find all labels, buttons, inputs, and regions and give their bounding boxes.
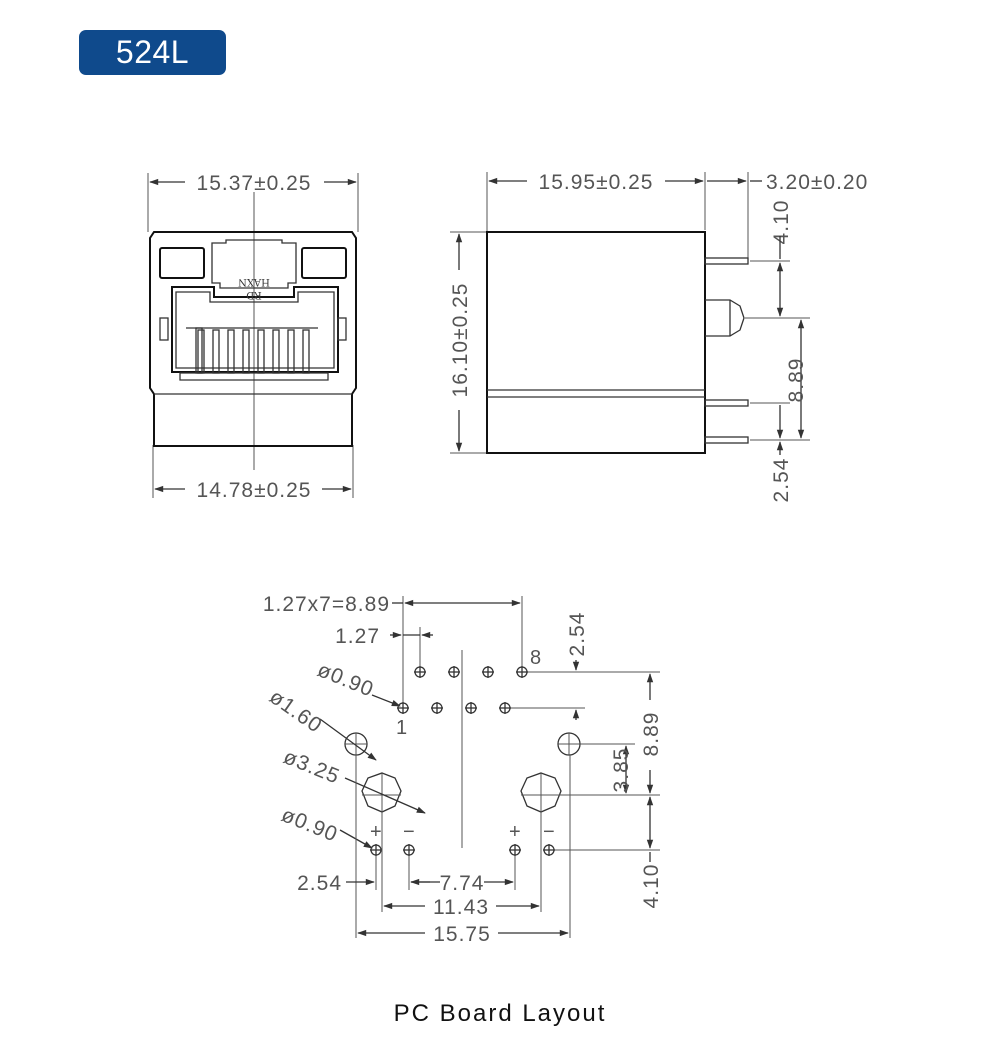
- jack-contact: [198, 330, 204, 373]
- pin-pitch-label: 1.27: [335, 625, 380, 648]
- led-pin-plus-left: +: [370, 821, 383, 843]
- pin-8-label: 8: [530, 647, 543, 669]
- side-upper-pin-label: 4.10: [770, 199, 793, 245]
- vertical-span-label: 8.89: [640, 711, 663, 757]
- row-offset-label: 2.54: [566, 611, 589, 657]
- led-pin-pitch-label: 2.54: [297, 872, 342, 895]
- post-spacing-label: 11.43: [433, 896, 489, 919]
- pin-hole-dia-label: ø0.90: [314, 658, 378, 702]
- side-pin-pitch-label: 2.54: [770, 457, 793, 503]
- overall-width-label: 15.75: [433, 923, 491, 946]
- jack-contact: [243, 330, 249, 373]
- side-height-label: 16.10±0.25: [449, 282, 472, 398]
- pcb-layout: [263, 593, 663, 946]
- led-pin-minus-left: −: [403, 821, 416, 843]
- housing-marking: HAXN: [238, 276, 270, 287]
- led-pin-plus-right: +: [509, 821, 522, 843]
- front-view: [148, 172, 358, 502]
- housing-marking-logo: RD: [246, 289, 262, 300]
- jack-contact: [213, 330, 219, 373]
- front-top-width-label: 15.37±0.25: [196, 172, 312, 195]
- led-pin-spacing-label: 7.74: [439, 872, 485, 895]
- drawing-caption: PC Board Layout: [393, 1000, 607, 1027]
- pin-1-label: 1: [396, 717, 409, 739]
- led-hole-dia-label: ø1.60: [265, 685, 327, 738]
- jack-contact: [303, 330, 309, 373]
- post-offset-label: 3.85: [610, 747, 633, 793]
- jack-contact: [288, 330, 294, 373]
- side-view: [449, 171, 868, 502]
- post-hole-dia-label: ø3.25: [280, 745, 344, 789]
- pin-row-span-label: 1.27x7=8.89: [262, 593, 390, 616]
- led-pin-minus-right: −: [543, 821, 556, 843]
- side-pin-offset-label: 3.20±0.20: [766, 171, 869, 194]
- jack-contact: [228, 330, 234, 373]
- jack-contact: [273, 330, 279, 373]
- side-depth-label: 15.95±0.25: [538, 171, 654, 194]
- jack-contact: [258, 330, 264, 373]
- led-row-offset-label: 4.10: [640, 863, 663, 909]
- side-pin-span-label: 8.89: [785, 357, 808, 403]
- model-badge: 524L: [79, 30, 226, 75]
- front-bottom-width-label: 14.78±0.25: [196, 479, 312, 502]
- signal-pin-holes: [396, 647, 542, 739]
- led-pin-hole-dia-label: ø0.90: [278, 803, 342, 847]
